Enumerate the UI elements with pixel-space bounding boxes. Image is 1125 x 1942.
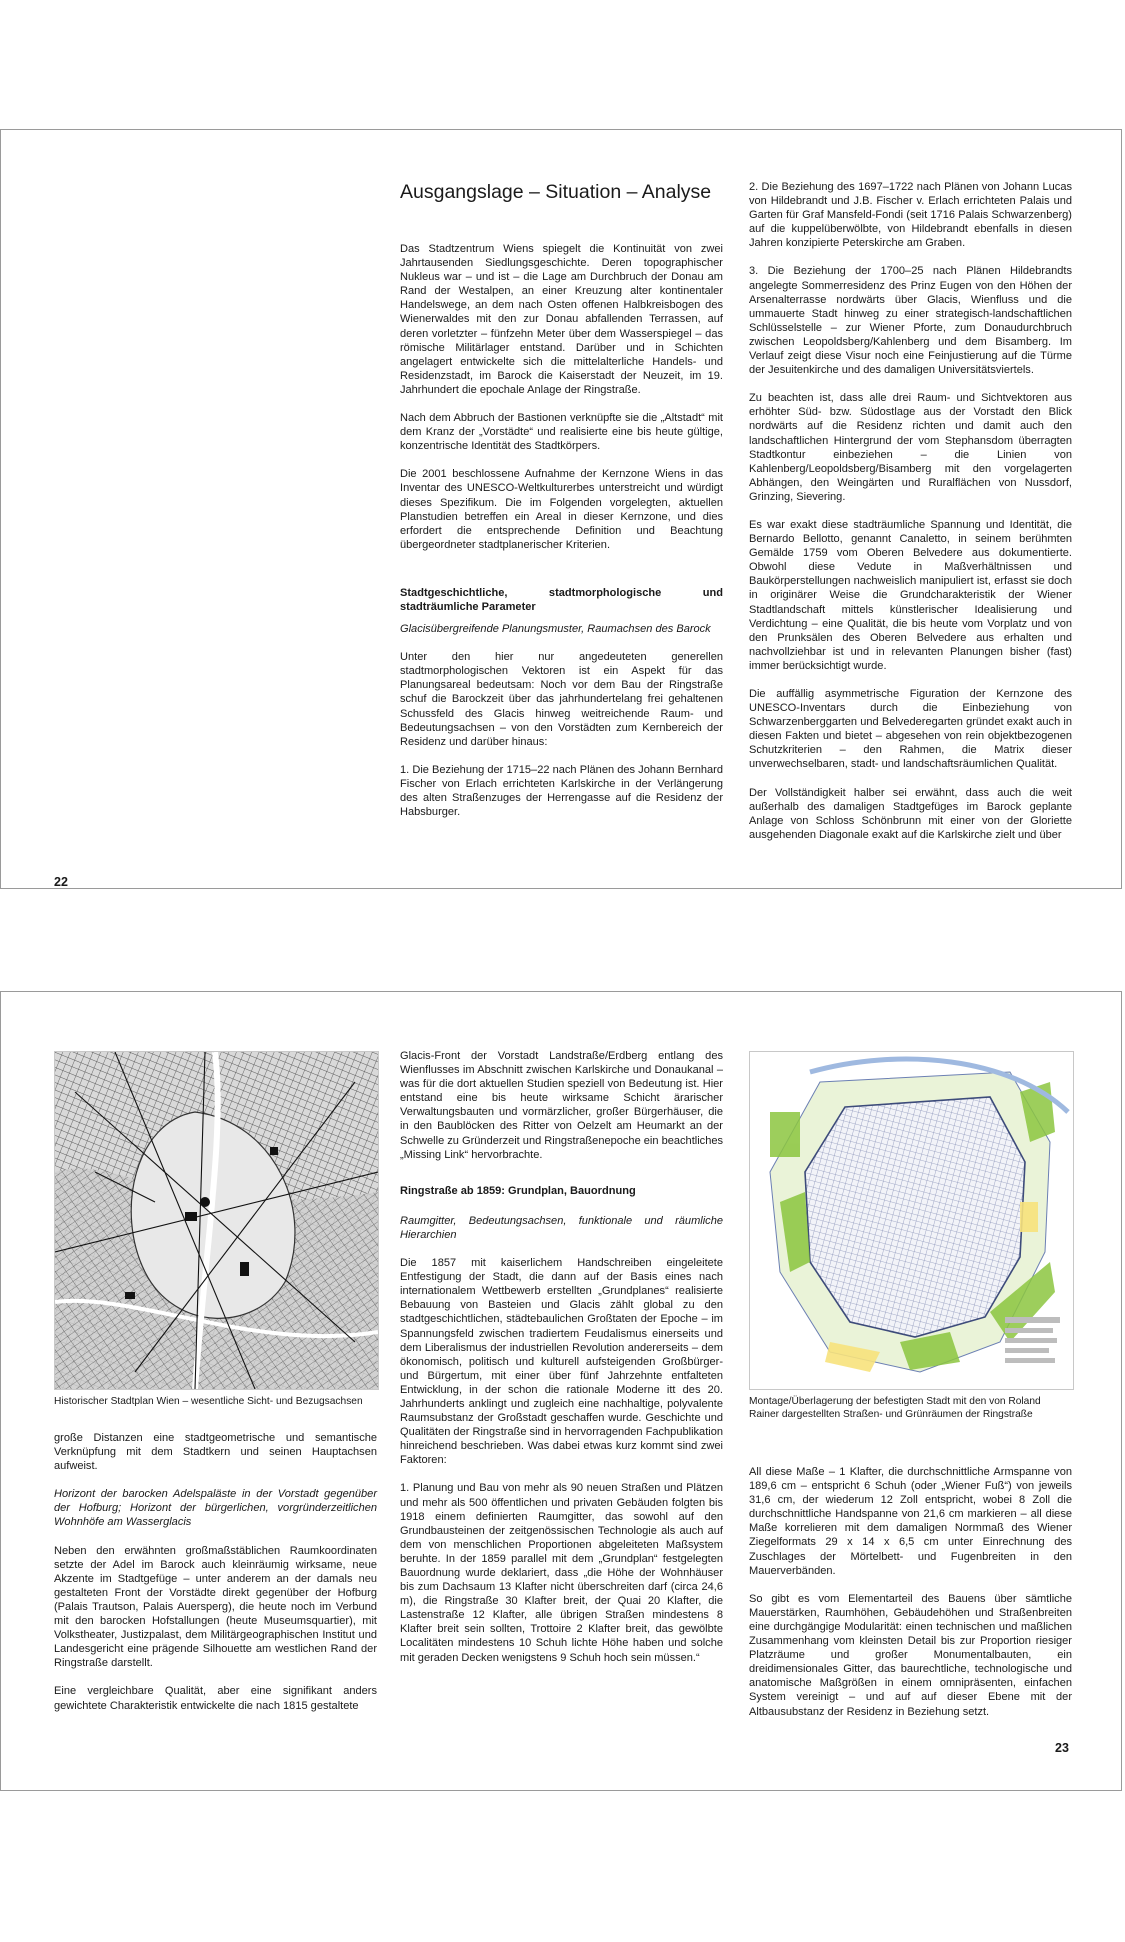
page23-column-left: [54, 1431, 377, 1727]
paragraph: 2. Die Beziehung des 1697–1722 nach Plänen von Johann Lucas von Hildebrandt und J.B. Fischer v. Erlach errichteten Palais und Garten für Graf Mansfeld-Fondi (seit 1716 Palais Schwarzenberg) auf die kuppelüberwölbte, von Hildebrandt ebenfalls in diesen Jahren konzipierte Peterskirche am Graben.: [749, 181, 1072, 250]
paragraph: 1. Planung und Bau von mehr als 90 neuen Straßen und Plätzen und mehr als 500 öffentlichen und privaten Gebäuden folgten bis 1918 einem definierten Raumgitter, das sowohl auf den Grundbausteinen der zeitgenössischen Technologie als auch auf dem von menschlichen Proportionen abgeleiteten Maßsystem beruhte. In der 1859 parallel mit dem „Grundplan“ festgelegten Bauordnung wurde deklariert, dass „die Höhe der Wohnhäuser bis zum Dachsaum 13 Klafter nicht überschreiten darf (circa 24,6 m), die Ringstraße 30 Klafter breit, der Quai 20 Klafter, die Lastenstraße 12 Klafter, alle übrigen Straßen mindestens 8 Klafter breit sein sollten, Trottoire 2 Klafter breit, das gewölbte Localitäten mindestens 10 Schuh lichte Höhe haben und solche mit geraden Decken wenigstens 9 Schuh hoch sein müssen.“: [400, 1482, 723, 1664]
paragraph: Die 2001 beschlossene Aufnahme der Kernzone Wiens in das Inventar des UNESCO-Weltkulturerbes unterstreicht und würdigt dieses Spezifikum. Die im Folgenden vorgelegten, aktuellen Planstudien betreffen ein Areal in dieser Kernzone, und dies erfordert die entsprechende Definition und Beachtung übergeordneter stadtplanerischer Kriterien.: [400, 468, 723, 551]
paragraph: 3. Die Beziehung der 1700–25 nach Plänen Hildebrandts angelegte Sommerresidenz des Prinz Eugen von den Höhen der Arsenalterrasse nordwärts über Glacis, Wienfluss und die ummauerte Stadt hinweg zu einer strategisch-landschaftlichen Schlüsselstelle – zur Wiener Pforte, zum Donaudurchbruch zwischen Leopoldsberg/Kahlenberg und dem Bisamberg. Im Verlauf zeigt diese Visur noch eine Feinjustierung auf die Türme der Jesuitenkirche und des damaligen Universitätsviertels.: [749, 265, 1072, 377]
paragraph: Neben den erwähnten großmaßstäblichen Raumkoordinaten setzte der Adel im Barock auch kleinräumig wirksame, neue Akzente im Stadtgefüge – unter anderem an der damals neu gestalteten Front der Vorstädte direkt gegenüber der Hofburg (Palais Trautson, Palais Auersperg), die heute noch im Verbund mit den barocken Hofstallungen (heute Museumsquartier), mit Volkstheater, Justizpalast, dem Militärgeographischen Institut und Landesgericht eine prägende Silhouette am westlichen Rand der Ringstraße darstellt.: [54, 1544, 377, 1670]
section-heading: Stadtgeschichtliche, stadtmorphologische und stadträumliche Parameter: [400, 586, 723, 613]
paragraph: Unter den hier nur angedeuteten generellen stadtmorphologischen Vektoren ist ein Aspekt für das Planungsareal bedeutsam: Noch vor dem Bau der Ringstraße schuf die Barockzeit über das jahrhundertelang frei gehaltenen Schussfeld des Glacis hinweg weitreichende Raum- und Bedeutungsachsen – von den Vorstädten zum Kernbereich der Residenz und darüber hinaus:: [400, 651, 723, 748]
figure-caption: Montage/Überlagerung der befestigten Stadt mit den von Roland Rainer dargestellten Straßen- und Grünräumen der Ringstraße: [749, 1396, 1041, 1420]
paragraph: Glacis-Front der Vorstadt Landstraße/Erdberg entlang des Wienflusses im Abschnitt zwischen Karlskirche und Donaukanal – was für die dort aktuellen Studien speziell von Bedeutung ist. Hier entstand eine bis heute wirksame Schicht ärarischer Verwaltungsbauten und vormärzlicher, großer Bürgerhäuser, die in den Baublöcken des Ritter von Oelzelt am Heumarkt an der Schwelle zu Gründerzeit und Ringstraßenepoche ein beachtliches „Missing Link“ hervorbrachte.: [400, 1050, 724, 1161]
page23-column-middle: [400, 1049, 723, 1679]
section-subheading: Raumgitter, Bedeutungsachsen, funktionale und räumliche Hierarchien: [400, 1214, 723, 1241]
figure-caption: Historischer Stadtplan Wien – wesentliche Sicht- und Bezugsachsen: [54, 1396, 363, 1407]
historic-city-map-image: [54, 1051, 379, 1390]
paragraph: große Distanzen eine stadtgeometrische und semantische Verknüpfung mit dem Stadtkern und seinen Hauptachsen aufweist.: [54, 1432, 377, 1473]
paragraph: Es war exakt diese stadträumliche Spannung und Identität, die Bernardo Bellotto, genannt Canaletto, in seinem berühmten Gemälde 1759 vom Oberen Belvedere aus dokumentierte. Obwohl diese Vedute in Maßverhältnissen und Baukörperstellungen nachweislich manipuliert ist, erfasst sie doch in originärer Weise die Grundcharakteristik der Wiener Stadtlandschaft mittels künstlerischer Idealisierung und Verdichtung – eine Qualität, die bis heute vom Vorplatz und von den Prunksälen des Oberen Belvedere aus erhalten und nachvollziehbar ist und in relevanten Planungen bisher (fast) immer berücksichtigt wurde.: [749, 518, 1072, 672]
paragraph: Eine vergleichbare Qualität, aber eine signifikant anders gewichtete Charakteristik entwickelte die nach 1815 gestaltete: [54, 1685, 377, 1712]
page-number: 22: [54, 875, 68, 889]
ringstrasse-overlay-map-image: [749, 1051, 1074, 1390]
section-subheading: Horizont der barocken Adelspaläste in der Vorstadt gegenüber der Hofburg; Horizont der bürgerlichen, vorgründerzeitlichen Wohnhöfe am Wasserglacis: [54, 1488, 377, 1529]
paragraph: Die 1857 mit kaiserlichem Handschreiben eingeleitete Entfestigung der Stadt, die dann auf der Basis eines nach internationalem Wettbewerb erstellten „Grundplanes“ realisierte Bebauung von Basteien und Glacis zählt global zu den stadtgeschichtlichen, städtebaulichen Großtaten der Epoche – im Spannungsfeld zwischen tradiertem Feudalismus einerseits und dem Liberalismus der industriellen Revolution andererseits – dem ökonomisch, politisch und kulturell aufsteigenden Großbürger- und Bürgertum, mit einer über fünf Jahrzehnte entfalteten Entwicklung, in der schon die rationale Moderne itt des 20. Jahrhunderts anklingt und zugleich eine nachhaltige, polyvalente Raumsubstanz der Großstadt geschaffen wurde. Geschichte und Qualitäten der Ringstraße sind in hervorragenden Fachpublikation hinreichend beschrieben. Was dabei etwas kurz kommt sind zwei Faktoren:: [400, 1257, 724, 1467]
page-23: [0, 991, 1122, 1791]
page-number: 23: [1055, 1741, 1069, 1755]
paragraph: Der Vollständigkeit halber sei erwähnt, dass auch die weit außerhalb des damaligen Stadtgefüges im Barock geplante Anlage von Schloss Schönbrunn mit einer von der Gloriette ausgehenden Diagonale exakt auf die Karlskirche zielt und über: [749, 786, 1072, 841]
page-title: Ausgangslage – Situation – Analyse: [400, 181, 712, 203]
page-22: [0, 129, 1122, 889]
section-subheading: Glacisübergreifende Planungsmuster, Raumachsen des Barock: [400, 623, 711, 636]
paragraph: Die auffällig asymmetrische Figuration der Kernzone des UNESCO-Inventars durch die Einbeziehung von Schwarzenberggarten und Belvederegarten gründet exakt auch in diesen Fakten und bietet – abgesehen von rein objektbezogenen Schutzkriterien – den Rahmen, die Matrix dieser unverwechselbaren, stadt- und landschaftsräumlichen Qualität.: [749, 688, 1072, 771]
page22-column-left: [400, 180, 723, 833]
paragraph: Zu beachten ist, dass alle drei Raum- und Sichtvektoren aus erhöhter Süd- bzw. Südostlage aus der Vorstadt den Blick nordwärts auf die Residenz richten und damit auch den landschaftlichen Hintergrund der vom Stephansdom überragten Stadtkontur einbeziehen – die Linien von Kahlenberg/Leopoldsberg/Bisamberg mit den vorgelagerten Abhängen, den Weingärten und Ruralflächen von Nussdorf, Grinzing, Sievering.: [749, 392, 1072, 503]
paragraph: Nach dem Abbruch der Bastionen verknüpfte sie die „Altstadt“ mit dem Kranz der „Vorstädte“ und realisierte eine bis heute gültige, konzentrische Identität des Stadtkörpers.: [400, 412, 723, 453]
paragraph: Das Stadtzentrum Wiens spiegelt die Kontinuität von zwei Jahrtausenden Siedlungsgeschichte. Deren topographischer Nukleus war – und ist – die Lage am Durchbruch der Donau am Rand der Westalpen, an einer Kreuzung alter kontinentaler Handelswege, an dem nach Osten offenen Halbkreisbogen des Wienerwaldes mit den zur Donau abfallenden Terrassen, auf deren vorletzter – fünfzehn Meter über dem Wasserspiegel – das römische Militärlager entstand. Darüber und in Schichten angelagert entwickelte sich die mittelalterliche Handels- und Residenzstadt, im Barock die Kaiserstadt der Neuzeit, im 19. Jahrhundert die epochale Anlage der Ringstraße.: [400, 243, 723, 396]
paragraph: So gibt es vom Elementarteil des Bauens über sämtliche Mauerstärken, Raumhöhen, Gebäudehöhen und Straßenbreiten eine durchgängige Modularität: einen technischen und maßlichen Zusammenhang vom kleinsten Detail bis zur Proportion riesiger Platzräume und großer Monumentalbauten, ein dreidimensionales Gitter, das baurechtliche, technologische und anatomische Maßgrößen in einem omnipräsenten, einfachen System vereinigt – und auf auf dieser Ebene mit der Altbausubstanz der Residenz in Beziehung setzt.: [749, 1592, 1072, 1718]
overlay-map-drawing: [750, 1052, 1073, 1389]
page22-column-right: [749, 180, 1072, 856]
page23-column-right: [749, 1465, 1072, 1733]
paragraph: All diese Maße – 1 Klafter, die durchschnittliche Armspanne von 189,6 cm – entspricht 6 Schuh (oder „Wiener Fuß“) von jeweils 31,6 cm, der wiederum 12 Zoll entspricht, wobei 8 Zoll die durchschnittliche Handspanne von 21,6 cm markieren – all diese Maße korrelieren mit dem damaligen Normmaß des Wiener Ziegelformats 29 x 14 x 6,5 cm unter Einrechnung des Zuschlages der Mörtelbett- und Fugenbreiten in den Mauerverbänden.: [749, 1466, 1072, 1577]
historic-map-drawing: [55, 1052, 378, 1389]
paragraph: 1. Die Beziehung der 1715–22 nach Plänen des Johann Bernhard Fischer von Erlach errichteten Karlskirche in der Verlängerung des alten Straßenzuges der Herrengasse auf die Residenz der Habsburger.: [400, 763, 723, 819]
section-heading: Ringstraße ab 1859: Grundplan, Bauordnung: [400, 1184, 636, 1197]
